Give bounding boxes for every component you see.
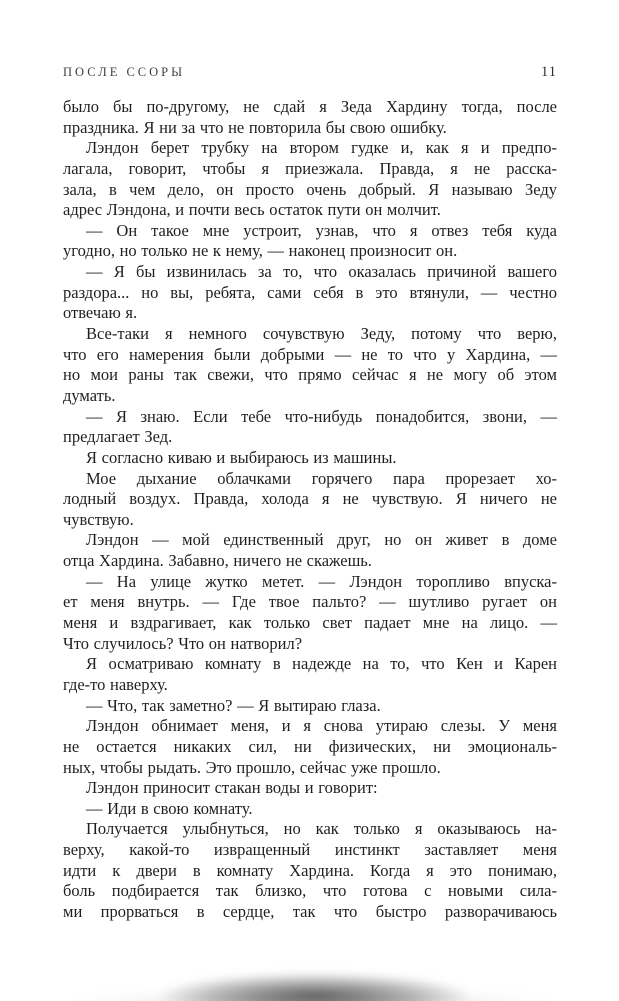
text-line: — На улице жутко метет. — Лэндон торопливо впуска- xyxy=(86,571,557,591)
text-line: Я согласно киваю и выбираюсь из машины. xyxy=(86,447,397,467)
text-line: ет меня внутрь. — Где твое пальто? — шутливо ругает он xyxy=(63,592,557,612)
running-title: ПОСЛЕ ССОРЫ xyxy=(63,65,186,79)
page-number: 11 xyxy=(541,64,557,80)
text-line: не остается никаких сил, ни физических, ни эмоциональ- xyxy=(63,736,557,756)
text-line: угодно, но только не к нему, — наконец произносит он. xyxy=(63,241,458,261)
text-line: Я осматриваю комнату в надежде на то, что Кен и Карен xyxy=(86,654,557,674)
text-line: где-то наверху. xyxy=(63,674,168,694)
text-line: боль подбирается так близко, что готова с новыми сила- xyxy=(63,881,557,901)
text-line: — Что, так заметно? — Я вытираю глаза. xyxy=(86,695,381,715)
text-line: — Он такое мне устроит, узнав, что я отвез тебя куда xyxy=(86,220,557,240)
text-line: раздора... но вы, ребята, сами себя в это втянули, — честно xyxy=(63,282,557,302)
text-line: меня и вздрагивает, как только свет падает мне на лицо. — xyxy=(63,613,557,633)
text-line: отвечаю я. xyxy=(63,303,138,323)
text-line: адрес Лэндона, и почти весь остаток пути он молчит. xyxy=(63,200,441,220)
text-line: — Я знаю. Если тебе что-нибудь понадобится, звони, — xyxy=(86,406,557,426)
text-line: Получается улыбнуться, но как только я оказываюсь на- xyxy=(86,819,557,839)
text-line: праздника. Я ни за что не повторила бы свою ошибку. xyxy=(63,117,447,137)
text-line: верху, какой-то извращенный инстинкт заставляет меня xyxy=(63,840,557,860)
text-line: лодный воздух. Правда, холода я не чувствую. Я ничего не xyxy=(63,489,557,509)
text-line: что его намерения были добрыми — не то что у Хардина, — xyxy=(63,344,557,364)
text-line: но мои раны так свежи, что прямо сейчас я не могу об этом xyxy=(63,365,557,385)
page-bottom-shadow-outer xyxy=(60,989,560,1001)
text-line: идти к двери в комнату Хардина. Когда я это понимаю, xyxy=(63,860,557,880)
body-text xyxy=(63,97,557,923)
text-line: Лэндон приносит стакан воды и говорит: xyxy=(86,778,378,798)
running-head xyxy=(63,64,557,81)
text-line: — Иди в свою комнату. xyxy=(86,798,253,818)
text-line: лагала, говорит, чтобы я приезжала. Правда, я не расска- xyxy=(63,158,557,178)
text-line: Лэндон обнимает меня, и я снова утираю слезы. У меня xyxy=(86,716,557,736)
text-line: — Я бы извинилась за то, что оказалась причиной вашего xyxy=(86,262,557,282)
text-line: думать. xyxy=(63,385,116,405)
text-line: Лэндон берет трубку на втором гудке и, как я и предпо- xyxy=(86,138,557,158)
text-line: Все-таки я немного сочувствую Зеду, потому что верю, xyxy=(86,324,557,344)
text-line: Мое дыхание облачками горячего пара прорезает хо- xyxy=(86,468,557,488)
page-bottom-shadow xyxy=(160,973,470,1001)
text-line: отца Хардина. Забавно, ничего не скажешь. xyxy=(63,551,372,571)
text-line: было бы по-другому, не сдай я Зеда Хардину тогда, после xyxy=(63,97,557,116)
text-line: Что случилось? Что он натворил? xyxy=(63,633,303,653)
text-line: предлагает Зед. xyxy=(63,427,173,447)
text-line: зала, в чем дело, он просто очень добрый. Я называю Зеду xyxy=(63,179,557,199)
text-line: ми прорваться в сердце, так что быстро разворачиваюсь xyxy=(63,901,557,921)
text-line: Лэндон — мой единственный друг, но он живет в доме xyxy=(86,530,557,550)
text-line: ных, чтобы рыдать. Это прошло, сейчас уже прошло. xyxy=(63,757,441,777)
text-line: чувствую. xyxy=(63,509,134,529)
